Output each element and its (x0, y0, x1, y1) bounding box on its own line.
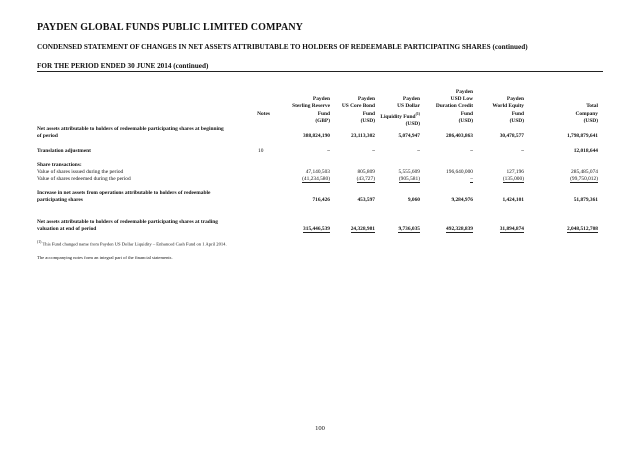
column-header-line: (USD) (360, 117, 375, 124)
cell-translation-6 (528, 148, 598, 155)
column-header-line: World Equity (492, 103, 524, 110)
column-header-line: Payden (402, 96, 420, 103)
cell-value: (99,750,012) (570, 176, 598, 182)
column-header-line: Total (586, 103, 598, 110)
cell-translation-5 (454, 148, 524, 155)
column-header-line: Fund (460, 110, 473, 117)
page-number: 100 (315, 425, 325, 432)
cell-value: (43,727) (356, 176, 375, 182)
column-header-line: (USD) (405, 120, 420, 127)
notes-header: Notes (257, 111, 270, 117)
translation-note-ref: 10 (258, 148, 264, 154)
footnote-2: The accompanying notes form an integral part of the financial statements. (37, 255, 173, 260)
column-header-line: (USD) (458, 117, 473, 124)
cell-value: 492,328,839 (446, 225, 473, 232)
column-header-6 (528, 103, 598, 125)
column-header-line: Payden (506, 96, 524, 103)
cell-value: 24,328,981 (350, 225, 375, 232)
cell-value: 47,140,503 (305, 169, 330, 175)
cell-value: 2,048,512,708 (567, 225, 598, 232)
cell-value: 51,879,361 (573, 196, 598, 203)
column-header-line: Payden (455, 89, 473, 95)
cell-value: 12,018,644 (573, 148, 598, 154)
column-header-line: Fund (362, 110, 375, 117)
row-label-issued: Value of shares issued during the period (37, 169, 124, 175)
cell-value: 5,555,609 (398, 169, 420, 175)
column-header-line: US Core Bond (341, 103, 375, 110)
cell-value: 9,060 (407, 196, 420, 203)
cell-value: 1,798,879,641 (567, 132, 598, 139)
column-header-5 (454, 96, 524, 125)
cell-issued-5 (454, 169, 524, 176)
cell-value: 388,824,190 (303, 132, 330, 139)
column-header-line: Fund (317, 110, 330, 117)
cell-value: – (327, 148, 330, 154)
period-heading: FOR THE PERIOD ENDED 30 JUNE 2014 (continued) (37, 62, 209, 70)
company-title: PAYDEN GLOBAL FUNDS PUBLIC LIMITED COMPANY (37, 22, 303, 33)
cell-value: – (521, 148, 524, 154)
column-header-line: Payden (312, 96, 330, 103)
cell-opening-5 (454, 133, 524, 140)
row-label-increase: Increase in net assets from operations attributable to holders of redeemable participating shares (37, 190, 211, 203)
row-label-translation: Translation adjustment (37, 148, 91, 154)
row-label-share-transactions: Share transactions: (37, 162, 82, 168)
column-header-line: (GBP) (315, 117, 330, 124)
cell-value: 286,403,863 (446, 132, 473, 139)
row-label-redeemed: Value of shares redeemed during the period (37, 176, 131, 182)
cell-value: 9,284,976 (451, 196, 473, 203)
cell-value: 805,809 (357, 169, 375, 175)
statement-subtitle: CONDENSED STATEMENT OF CHANGES IN NET ASSETS ATTRIBUTABLE TO HOLDERS OF REDEEMABLE PARTICIPATING SHARES (continued) (37, 43, 528, 51)
column-header-line: (USD) (583, 117, 598, 124)
cell-value: 196,640,000 (446, 169, 473, 175)
cell-value: 453,597 (357, 196, 375, 203)
cell-redeemed-6 (528, 176, 598, 183)
cell-issued-6 (528, 169, 598, 176)
column-header-line: Duration Credit (435, 103, 473, 110)
cell-closing-6 (528, 226, 598, 233)
column-header-line: US Dollar (397, 103, 420, 110)
column-header-line: (USD) (509, 117, 524, 124)
cell-value: 716,426 (312, 196, 330, 203)
cell-increase-5 (454, 197, 524, 204)
cell-value: 9,736,035 (398, 225, 420, 232)
cell-value: – (417, 148, 420, 154)
cell-value: 285,485,074 (571, 169, 598, 175)
row-label-closing: Net assets attributable to holders of redeemable participating shares at trading valuation at end of period (37, 219, 218, 232)
cell-value: 1,424,101 (502, 196, 524, 203)
column-header-line: Fund (511, 110, 524, 117)
cell-value: – (470, 176, 473, 182)
cell-value: – (470, 148, 473, 154)
cell-value: 315,446,539 (303, 225, 330, 232)
cell-value: – (372, 148, 375, 154)
column-header-line: Sterling Reserve (292, 103, 330, 110)
cell-opening-6 (528, 133, 598, 140)
footnote-1: $^{(1)}$ This Fund changed name from Payden US Dollar Liquidity – Enhanced Cash Fund on 1 April 2014. (37, 240, 227, 247)
footnote-ref: (1) (415, 111, 420, 116)
column-header-line: USD Low (450, 96, 473, 103)
cell-closing-5 (454, 226, 524, 233)
cell-value: (41,234,580) (302, 176, 330, 182)
column-header-line: Payden (357, 96, 375, 103)
column-header-line: Liquidity Fund$^{(1)}$ (380, 111, 420, 120)
cell-value: 5,074,947 (398, 132, 420, 139)
cell-value: (905,581) (398, 176, 420, 182)
row-label-opening: Net assets attributable to holders of redeemable participating shares at beginning of period (37, 126, 224, 139)
cell-value: (135,000) (502, 176, 524, 182)
header-rule (37, 71, 603, 72)
column-header-line: Company (575, 110, 598, 117)
cell-redeemed-5 (454, 176, 524, 183)
cell-value: 127,196 (506, 169, 524, 175)
cell-increase-6 (528, 197, 598, 204)
cell-value: 31,894,874 (499, 225, 524, 232)
cell-value: 30,478,577 (499, 132, 524, 139)
cell-value: 23,113,302 (351, 132, 375, 139)
